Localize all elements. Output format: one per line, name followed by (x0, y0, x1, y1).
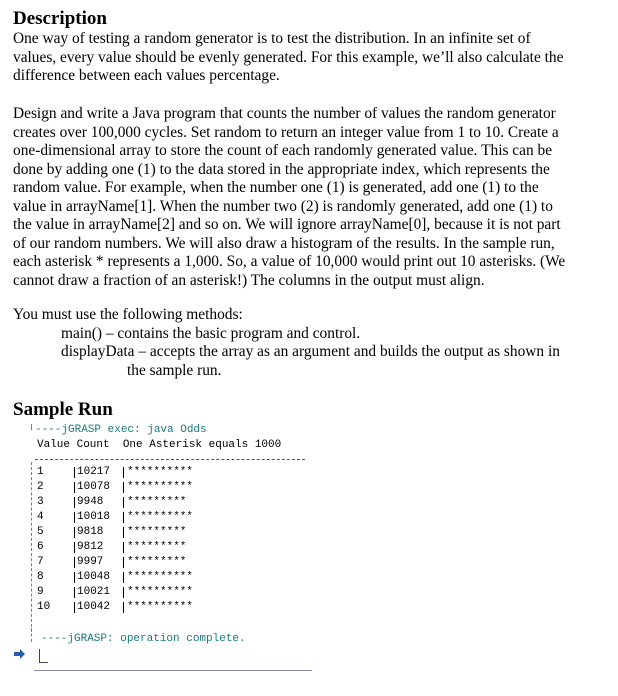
value-cell: 6 (37, 541, 44, 553)
exec-line: ----jGRASP exec: java Odds (35, 424, 207, 436)
count-cell: 9812 (77, 541, 104, 553)
text-line: creates over 100,000 cycles. Set random to return an integer value from 1 to 10. Create a (13, 123, 559, 141)
pipe-mark (123, 557, 124, 568)
console-gutter-bottom (31, 628, 32, 642)
pipe-mark (123, 467, 124, 478)
stars-cell: ********* (127, 541, 187, 553)
text-line: each asterisk * represents a 1,000. So, a value of 10,000 would print out 10 asterisks. (We (13, 253, 566, 270)
pipe-mark (74, 602, 75, 613)
text-line: of our random numbers. We will also draw a histogram of the results. In the sample run, (13, 234, 555, 252)
pipe-mark (123, 587, 124, 598)
pipe-mark (74, 512, 75, 523)
text-line: done by adding one (1) to the data stored in the appropriate index, which represents the (13, 160, 550, 178)
description-paragraph-1 (13, 30, 609, 86)
pipe-mark (123, 542, 124, 553)
pipe-mark (74, 497, 75, 508)
pipe-mark (74, 467, 75, 478)
pipe-mark (74, 527, 75, 538)
text-line: cannot draw a fraction of an asterisk!) The columns in the output must align. (13, 271, 485, 289)
pipe-mark (123, 572, 124, 583)
stars-cell: ********** (127, 571, 194, 583)
description-heading: Description (13, 8, 107, 29)
stars-cell: ********** (127, 481, 194, 493)
text-line: difference between each values percentage. (13, 67, 280, 84)
console-gutter (31, 462, 32, 632)
console-output (14, 422, 304, 672)
text-line: one-dimensional array to store the count of each randomly generated value. This can be (13, 142, 553, 159)
text-line: One way of testing a random generator is to test the distribution. In an infinite set of (13, 30, 531, 47)
value-cell: 9 (37, 586, 44, 598)
value-cell: 3 (37, 496, 44, 508)
method-main: main() – contains the basic program and control. (61, 324, 361, 342)
pipe-mark (74, 572, 75, 583)
run-arrow-icon (14, 649, 28, 659)
count-cell: 10018 (77, 511, 111, 523)
stars-cell: ********** (127, 601, 194, 613)
value-cell: 5 (37, 526, 44, 538)
methods-intro: You must use the following methods: (13, 306, 243, 323)
divider-rule (35, 459, 305, 460)
pipe-mark (74, 557, 75, 568)
text-line: random value. For example, when the number one (1) is generated, add one (1) to the (13, 179, 539, 196)
pipe-mark (123, 482, 124, 493)
description-paragraph-2 (13, 105, 609, 290)
value-cell: 1 (37, 466, 44, 478)
pipe-mark (74, 587, 75, 598)
pipe-mark (123, 602, 124, 613)
pipe-mark (74, 482, 75, 493)
pipe-mark (74, 542, 75, 553)
count-cell: 10042 (77, 601, 111, 613)
text-line: value in arrayName[1]. When the number two (2) is randomly generated, add one (1) to (13, 197, 553, 215)
sample-run-heading: Sample Run (13, 399, 113, 420)
console-gutter-top (31, 424, 32, 430)
text-line: values, every value should be evenly generated. For this example, we’ll also calculate the (13, 48, 564, 66)
methods-section (13, 306, 609, 380)
pipe-mark (123, 512, 124, 523)
pipe-mark (123, 527, 124, 538)
text-line: the value in arrayName[2] and so on. We will ignore arrayName[0], because it is not part (13, 216, 561, 233)
method-displaydata: displayData – accepts the array as an argument and builds the output as shown in (61, 343, 560, 360)
complete-line: ----jGRASP: operation complete. (41, 633, 246, 645)
value-cell: 2 (37, 481, 44, 493)
console-bottom-rule (34, 670, 312, 671)
value-cell: 10 (37, 601, 51, 613)
method-displaydata-cont: the sample run. (127, 361, 222, 379)
count-cell: 10048 (77, 571, 111, 583)
count-cell: 9948 (77, 496, 104, 508)
stars-cell: ********** (127, 466, 194, 478)
count-cell: 10078 (77, 481, 111, 493)
count-cell: 9818 (77, 526, 104, 538)
input-cursor-icon (39, 649, 48, 663)
count-cell: 10217 (77, 466, 111, 478)
stars-cell: ********* (127, 496, 187, 508)
output-header: Value Count One Asterisk equals 1000 (37, 439, 282, 451)
count-cell: 9997 (77, 556, 104, 568)
stars-cell: ********** (127, 586, 194, 598)
text-line: Design and write a Java program that counts the number of values the random generator (13, 105, 556, 122)
pipe-mark (123, 497, 124, 508)
stars-cell: ********** (127, 511, 194, 523)
value-cell: 7 (37, 556, 44, 568)
value-cell: 8 (37, 571, 44, 583)
value-cell: 4 (37, 511, 44, 523)
count-cell: 10021 (77, 586, 111, 598)
stars-cell: ********* (127, 556, 187, 568)
stars-cell: ********* (127, 526, 187, 538)
